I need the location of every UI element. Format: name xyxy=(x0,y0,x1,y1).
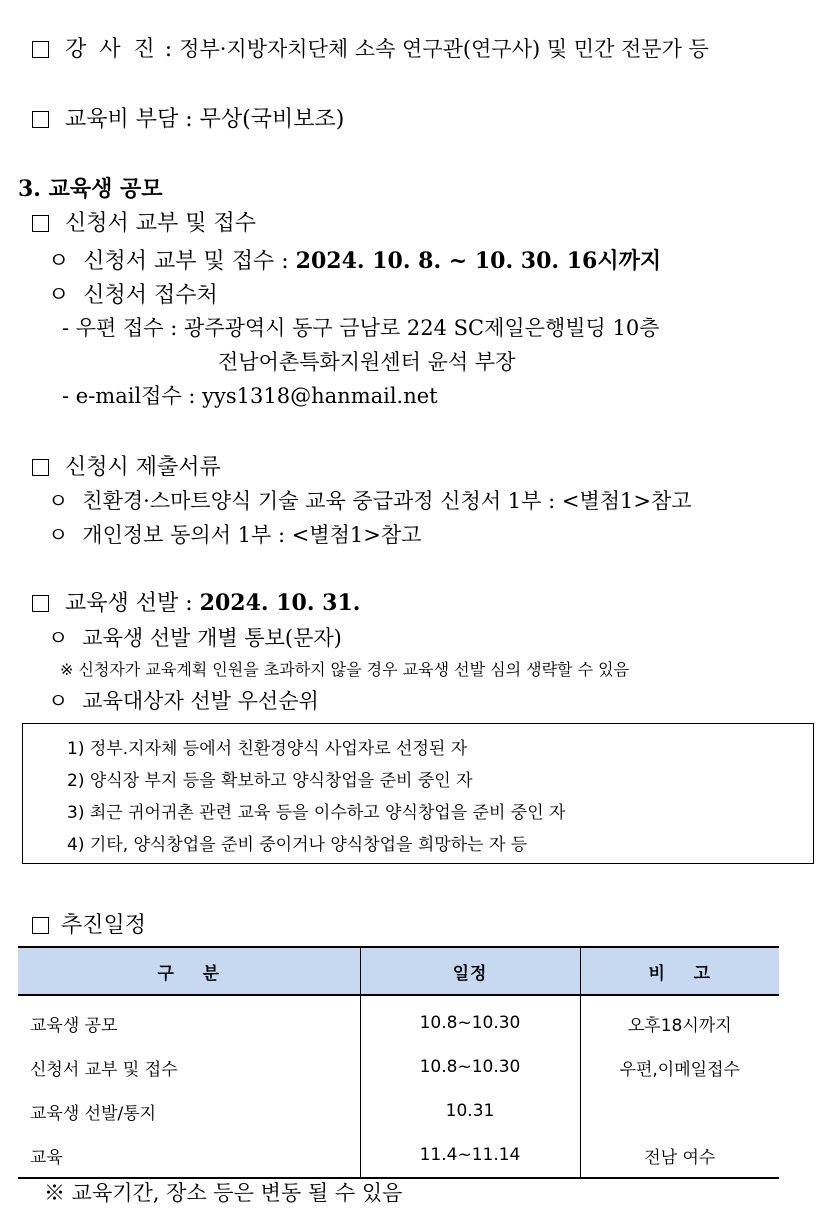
checkbox-icon xyxy=(32,595,49,612)
checkbox-icon xyxy=(32,41,49,58)
email-value: yys1318@hanmail.net xyxy=(202,384,438,408)
lecturers-label: 강 사 진 xyxy=(65,37,158,62)
application-period-label: 신청서 교부 및 접수 : xyxy=(83,249,296,274)
table-cell: 10.31 xyxy=(360,1089,580,1133)
selection-label: 교육생 선발 : xyxy=(65,591,200,616)
email-line xyxy=(62,380,438,410)
application-period-line xyxy=(48,244,661,275)
priority-heading: 교육대상자 선발 우선순위 xyxy=(82,689,319,713)
document-item-text: 개인정보 동의서 1부 : <별첨1>참고 xyxy=(82,523,422,547)
checkbox-icon xyxy=(32,917,49,934)
selection-notice-line xyxy=(48,622,342,652)
circle-bullet-icon: ㅇ xyxy=(48,626,69,650)
schedule-heading-line xyxy=(32,908,146,939)
separator: : xyxy=(178,107,200,132)
lecturers-line xyxy=(32,32,709,63)
circle-bullet-icon: ㅇ xyxy=(48,523,69,547)
table-cell: 전남 여수 xyxy=(580,1133,779,1178)
column-header-category: 구 분 xyxy=(18,947,360,995)
priority-item: 3) 최근 귀어귀촌 관련 교육 등을 이수하고 양식창업을 준비 중인 자 xyxy=(67,803,566,823)
priority-item: 2) 양식장 부지 등을 확보하고 양식창업을 준비 중인 자 xyxy=(67,771,473,791)
cost-label: 교육비 부담 xyxy=(65,107,179,132)
application-period-value: 2024. 10. 8. ~ 10. 30. 16시까지 xyxy=(295,248,662,274)
table-cell: 11.4~11.14 xyxy=(360,1133,580,1178)
schedule-heading: 추진일정 xyxy=(61,913,147,938)
table-cell: 교육생 공모 xyxy=(18,995,360,1045)
checkbox-icon xyxy=(32,215,49,232)
table-row xyxy=(18,1045,779,1089)
application-place-line xyxy=(48,278,218,309)
application-heading-line xyxy=(32,206,256,237)
schedule-footnote: ※ 교육기간, 장소 등은 변동 될 수 있음 xyxy=(44,1181,403,1205)
document-item xyxy=(48,485,692,515)
application-place-label: 신청서 접수처 xyxy=(83,283,218,308)
circle-bullet-icon: ㅇ xyxy=(48,249,70,274)
column-header-remarks: 비 고 xyxy=(580,947,779,995)
table-cell: 오후18시까지 xyxy=(580,995,779,1045)
cost-line xyxy=(32,102,344,133)
application-heading: 신청서 교부 및 접수 xyxy=(65,211,256,236)
post-line xyxy=(62,312,660,342)
table-row xyxy=(18,1133,779,1178)
table-cell: 신청서 교부 및 접수 xyxy=(18,1045,360,1089)
selection-notice: 교육생 선발 개별 통보(문자) xyxy=(82,626,342,650)
post-address-line1: 광주광역시 동구 금남로 224 SC제일은행빌딩 10층 xyxy=(184,316,660,340)
circle-bullet-icon: ㅇ xyxy=(48,489,69,513)
table-cell: 10.8~10.30 xyxy=(360,1045,580,1089)
separator: : xyxy=(157,37,180,62)
cost-value: 무상(국비보조) xyxy=(199,107,345,132)
table-cell xyxy=(580,1089,779,1133)
table-cell: 우편,이메일접수 xyxy=(580,1045,779,1089)
circle-bullet-icon: ㅇ xyxy=(48,689,69,713)
circle-bullet-icon: ㅇ xyxy=(48,283,70,308)
priority-box xyxy=(22,723,814,864)
selection-date: 2024. 10. 31. xyxy=(199,590,361,616)
selection-note: ※ 신청자가 교육계획 인원을 초과하지 않을 경우 교육생 선발 심의 생략할 수 있음 xyxy=(60,660,630,679)
table-cell: 10.8~10.30 xyxy=(360,995,580,1045)
selection-line xyxy=(32,586,360,617)
checkbox-icon xyxy=(32,459,49,476)
priority-heading-line xyxy=(48,685,319,715)
post-label: - 우편 접수 : xyxy=(62,316,185,340)
table-cell: 교육 xyxy=(18,1133,360,1178)
post-address-line2: 전남어촌특화지원센터 윤석 부장 xyxy=(218,350,516,374)
documents-heading-line xyxy=(32,450,221,481)
document-item xyxy=(48,519,421,549)
priority-item: 4) 기타, 양식창업을 준비 중이거나 양식창업을 희망하는 자 등 xyxy=(67,835,528,855)
table-row xyxy=(18,1089,779,1133)
email-label: - e-mail접수 : xyxy=(62,384,203,408)
schedule-table xyxy=(18,946,779,1179)
checkbox-icon xyxy=(32,111,49,128)
table-header-row xyxy=(18,947,779,995)
section3-title: 3. 교육생 공모 xyxy=(18,176,163,202)
table-row xyxy=(18,995,779,1045)
column-header-schedule: 일정 xyxy=(360,947,580,995)
priority-item: 1) 정부.지자체 등에서 친환경양식 사업자로 선정된 자 xyxy=(67,739,468,759)
documents-heading: 신청시 제출서류 xyxy=(65,455,221,480)
table-cell: 교육생 선발/통지 xyxy=(18,1089,360,1133)
document-item-text: 친환경·스마트양식 기술 교육 중급과정 신청서 1부 : <별첨1>참고 xyxy=(82,489,692,513)
lecturers-value: 정부·지방자치단체 소속 연구관(연구사) 및 민간 전문가 등 xyxy=(179,37,709,61)
